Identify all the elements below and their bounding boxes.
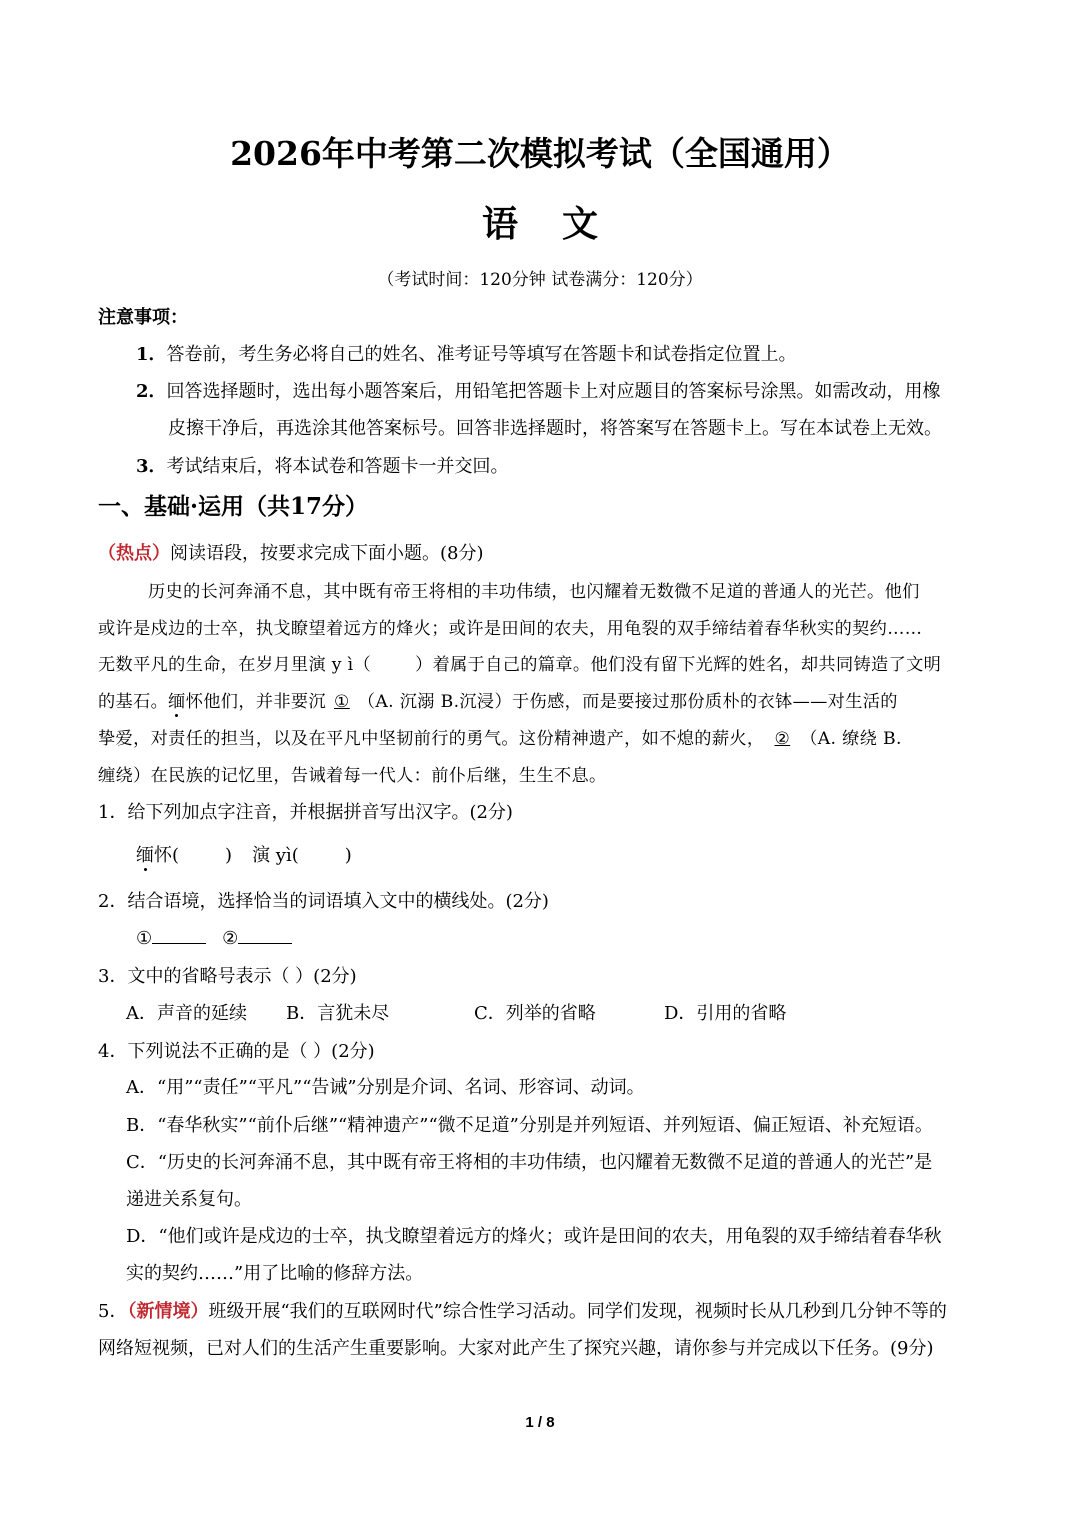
- passage-line-5: [98, 724, 902, 749]
- passage-line-5-a: 挚爱，对责任的担当，以及在平凡中坚韧前行的勇气。这份精神遗产，如不熄的薪火，: [98, 729, 765, 749]
- question-5-text: 班级开展“我们的互联网时代”综合性学习活动。同学们发现，视频时长从几秒到几分钟不等的: [208, 1301, 947, 1322]
- answer-blank-2[interactable]: [238, 925, 292, 944]
- q3-option-c[interactable]: C．列举的省略: [474, 1003, 596, 1024]
- passage-line-4: [98, 687, 898, 712]
- question-2-answer-line: [136, 925, 292, 949]
- q4-option-d-continued: 实的契约……”用了比喻的修辞方法。: [126, 1263, 424, 1284]
- passage-line-4-b: 怀他们，并非要沉: [185, 692, 327, 712]
- hot-tag: （热点）: [98, 543, 170, 564]
- blank-marker-2: ②: [222, 928, 239, 949]
- notice-item-2-continued: 皮擦干净后，再选涂其他答案标号。回答非选择题时，将答案写在答题卡上。写在本试卷上无效。: [168, 418, 942, 439]
- page-number: 1 / 8: [525, 1414, 555, 1431]
- new-context-tag: （新情境）: [127, 1301, 209, 1322]
- notice-item-2: [136, 377, 941, 403]
- subject-title: 语文: [481, 203, 642, 245]
- answer-a-label: 怀(: [154, 845, 180, 866]
- exam-title: 2026年中考第二次模拟考试（全国通用）: [230, 134, 850, 173]
- notice-item-3: [136, 452, 509, 478]
- question-1: 1．给下列加点字注音，并根据拼音写出汉字。(2分): [98, 802, 513, 823]
- dotted-char: 缅: [168, 692, 186, 712]
- answer-a-close: ): [225, 845, 233, 866]
- question-5: [98, 1297, 947, 1323]
- exam-info: （考试时间：120分钟 试卷满分：120分）: [377, 270, 703, 290]
- notice-item-1: [136, 340, 797, 366]
- question-1-answer-line: [136, 841, 352, 867]
- q4-option-c[interactable]: C．“历史的长河奔涌不息，其中既有帝王将相的丰功伟绩，也闪耀着无数微不足道的普通人的光芒”是: [126, 1152, 933, 1173]
- passage-line-3-a: 无数平凡的生命，在岁月里演 y ì（: [98, 655, 372, 675]
- q3-option-a[interactable]: A．声音的延续: [126, 1003, 247, 1024]
- answer-blank-1[interactable]: [152, 925, 206, 944]
- answer-b-close: ): [344, 845, 352, 866]
- answer-b-label: 演 yì(: [252, 845, 299, 866]
- notice-item-number: 2．: [136, 381, 167, 402]
- question-3: 3．文中的省略号表示（ ）(2分): [98, 966, 357, 987]
- blank-marker-1: ①: [136, 928, 153, 949]
- notice-heading: 注意事项：: [98, 307, 188, 328]
- question-5-continued: 网络短视频，已对人们的生活产生重要影响。大家对此产生了探究兴趣，请你参与并完成以下任务。(9分): [98, 1338, 934, 1359]
- notice-item-text: 回答选择题时，选出每小题答案后，用铅笔把答题卡上对应题目的答案标号涂黑。如需改动，用橡: [166, 381, 941, 402]
- question-5-number: 5．: [98, 1301, 128, 1322]
- passage-line-2: 或许是戍边的士卒，执戈瞭望着远方的烽火；或许是田间的农夫，用龟裂的双手缔结着春华秋实的契约……: [98, 619, 923, 639]
- notice-item-number: 1．: [136, 344, 167, 365]
- passage-line-3: [98, 650, 941, 675]
- q4-option-b[interactable]: B．“春华秋实”“前仆后继”“精神遗产”“微不足道”分别是并列短语、并列短语、偏正短语、补充短语。: [126, 1115, 933, 1136]
- notice-item-text: 答卷前，考生务必将自己的姓名、准考证号等填写在答题卡和试卷指定位置上。: [166, 344, 797, 365]
- notice-item-text: 考试结束后，将本试卷和答题卡一并交回。: [166, 456, 509, 477]
- q4-option-a[interactable]: A．“用”“责任”“平凡”“告诫”分别是介词、名词、形容词、动词。: [126, 1077, 645, 1098]
- passage-line-3-b: ）着属于自己的篇章。他们没有留下光辉的姓名，却共同铸造了文明: [415, 655, 942, 675]
- q3-option-b[interactable]: B．言犹未尽: [286, 1003, 390, 1024]
- question-2: 2．结合语境，选择恰当的词语填入文中的横线处。(2分): [98, 891, 549, 912]
- section-heading: 一、基础·运用（共17分）: [98, 493, 369, 520]
- q4-option-c-continued: 递进关系复句。: [126, 1189, 252, 1210]
- notice-item-number: 3．: [136, 456, 167, 477]
- question-4: 4．下列说法不正确的是（ ）(2分): [98, 1041, 375, 1062]
- reading-instruction: 阅读语段，按要求完成下面小题。(8分): [170, 543, 484, 564]
- reading-intro: [98, 539, 484, 565]
- passage-line-4-c: （A. 沉溺 B.沉浸）于伤感，而是要接过那份质朴的衣钵——对生活的: [357, 692, 898, 712]
- dotted-char: 缅: [136, 845, 154, 866]
- passage-line-5-b: （A. 缭绕 B.: [800, 729, 902, 749]
- blank-2: ②: [774, 729, 791, 749]
- blank-1: ①: [334, 692, 350, 712]
- q4-option-d[interactable]: D．“他们或许是戍边的士卒，执戈瞭望着远方的烽火；或许是田间的农夫，用龟裂的双手缔结着春华秋: [126, 1226, 942, 1247]
- passage-line-4-a: 的基石。: [98, 692, 169, 712]
- passage-line-6: 缠绕）在民族的记忆里，告诫着每一代人：前仆后继，生生不息。: [98, 766, 607, 786]
- q3-option-d[interactable]: D．引用的省略: [664, 1003, 787, 1024]
- passage-line-1: 历史的长河奔涌不息，其中既有帝王将相的丰功伟绩，也闪耀着无数微不足道的普通人的光芒。他们: [148, 582, 920, 602]
